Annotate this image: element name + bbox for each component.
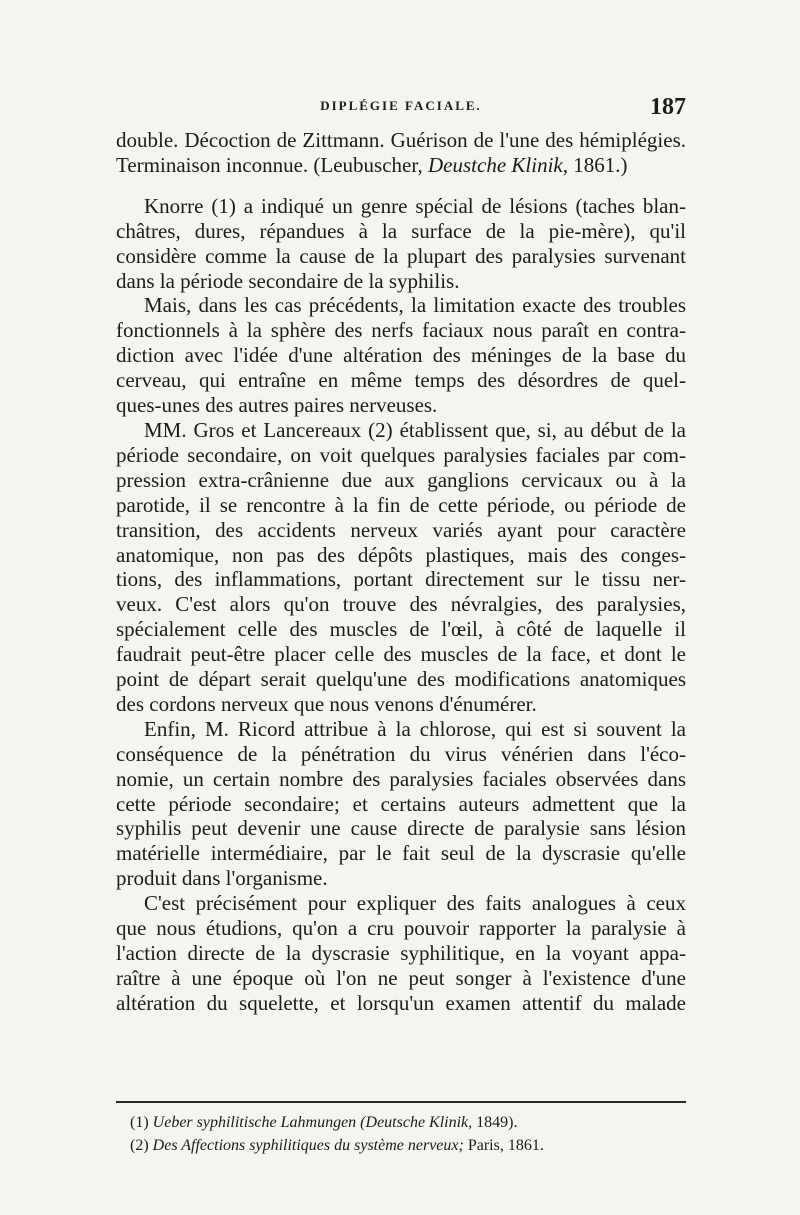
paragraph-ricord [116, 717, 686, 891]
text-line: tions, des inflammations, portant directement sur le tissu ner- [116, 567, 686, 592]
footnote-reference: 1849). [472, 1114, 518, 1131]
text-line: ques-unes des autres paires nerveuses. [116, 393, 438, 418]
italic-text-segment: Deustche Klinik [428, 152, 563, 177]
text-line: conséquence de la pénétration du virus vénérien dans l'éco- [116, 741, 686, 766]
paragraph-dyscrasie [116, 891, 686, 1016]
text-line: anatomique, non pas des dépôts plastiques, mais des conges- [116, 542, 686, 567]
text-line: veux. C'est alors qu'on trouve des névralgies, des paralysies, [116, 592, 686, 617]
text-line: que nous étudions, qu'on a cru pouvoir rapporter la paralysie à [116, 916, 686, 941]
text-line: dans la période secondaire de la syphilis. [116, 268, 460, 293]
text-line: cerveau, qui entraîne en même temps des désordres de quel- [116, 368, 686, 393]
text-line: faudrait peut-être placer celle des muscles de la face, et dont le [116, 642, 686, 667]
text-line: produit dans l'organisme. [116, 866, 328, 891]
footnote-1 [130, 1111, 686, 1134]
text-line: transition, des accidents nerveux variés ayant pour caractère [116, 517, 686, 542]
text-line: châtres, dures, répandues à la surface de la pie-mère), qu'il [116, 218, 686, 243]
footnote-2 [130, 1134, 686, 1157]
footnote-title: Ueber syphilitische Lahmungen (Deutsche Klinik, [152, 1114, 473, 1131]
text-line: considère comme la cause de la plupart des paralysies survenant [116, 243, 686, 268]
text-line: l'action directe de la dyscrasie syphilitique, en la voyant appa- [116, 941, 686, 965]
footnote-reference: Paris, 1861. [463, 1137, 544, 1154]
text-line: spécialement celle des muscles de l'œil, à côté de laquelle il [116, 617, 686, 642]
text-line: syphilis peut devenir une cause directe de paralysie sans lésion [116, 816, 686, 841]
body-text [116, 128, 686, 1016]
text-line: point de départ serait quelqu'une des modifications anatomiques [116, 667, 686, 692]
text-line: Enfin, M. Ricord attribue à la chlorose, qui est si souvent la [144, 716, 686, 741]
footnote-number: (2) [130, 1137, 149, 1154]
text-line: raître à une époque où l'on ne peut songer à l'existence d'une [116, 965, 686, 990]
text-line: cette période secondaire; et certains auteurs admettent que la [116, 791, 686, 816]
text-segment: Terminaison inconnue. (Leubuscher, [116, 152, 429, 177]
paragraph-continuation [116, 128, 686, 178]
page-number: 187 [650, 94, 686, 120]
text-line [116, 153, 686, 178]
footnote-divider [116, 1101, 686, 1103]
page-header [116, 94, 686, 124]
text-line: fonctionnels à la sphère des nerfs faciaux nous paraît en contra- [116, 318, 686, 343]
paragraph-knorre [116, 194, 686, 294]
text-line: des cordons nerveux que nous venons d'énumérer. [116, 691, 537, 716]
text-line: nomie, un certain nombre des paralysies faciales observées dans [116, 766, 686, 791]
text-line: Knorre (1) a indiqué un genre spécial de lésions (taches blan- [144, 193, 686, 218]
text-line: pression extra-crânienne due aux ganglions cervicaux ou à la [116, 467, 686, 492]
text-line: diction avec l'idée d'une altération des méninges de la base du [116, 343, 686, 368]
running-head: DIPLÉGIE FACIALE. [320, 98, 482, 113]
text-line: double. Décoction de Zittmann. Guérison de l'une des hémiplégies. [116, 128, 686, 152]
text-line: C'est précisément pour expliquer des faits analogues à ceux [144, 891, 686, 916]
text-line: matérielle intermédiaire, par le fait seul de la dyscrasie qu'elle [116, 841, 686, 866]
text-line: parotide, il se rencontre à la fin de cette période, ou période de [116, 492, 686, 517]
text-line: période secondaire, on voit quelques paralysies faciales par com- [116, 442, 686, 467]
footnotes [130, 1111, 686, 1157]
text-line: Mais, dans les cas précédents, la limitation exacte des troubles [144, 293, 686, 318]
paragraph-mais [116, 293, 686, 418]
footnote-number: (1) [130, 1114, 149, 1131]
text-line: MM. Gros et Lancereaux (2) établissent que, si, au début de la [144, 417, 686, 442]
paragraph-spacing [116, 178, 686, 194]
text-line: altération du squelette, et lorsqu'un examen attentif du malade [116, 990, 686, 1015]
footnote-title: Des Affections syphilitiques du système nerveux; [152, 1137, 464, 1154]
text-segment: , 1861.) [562, 152, 628, 177]
paragraph-gros-lancereaux [116, 418, 686, 717]
